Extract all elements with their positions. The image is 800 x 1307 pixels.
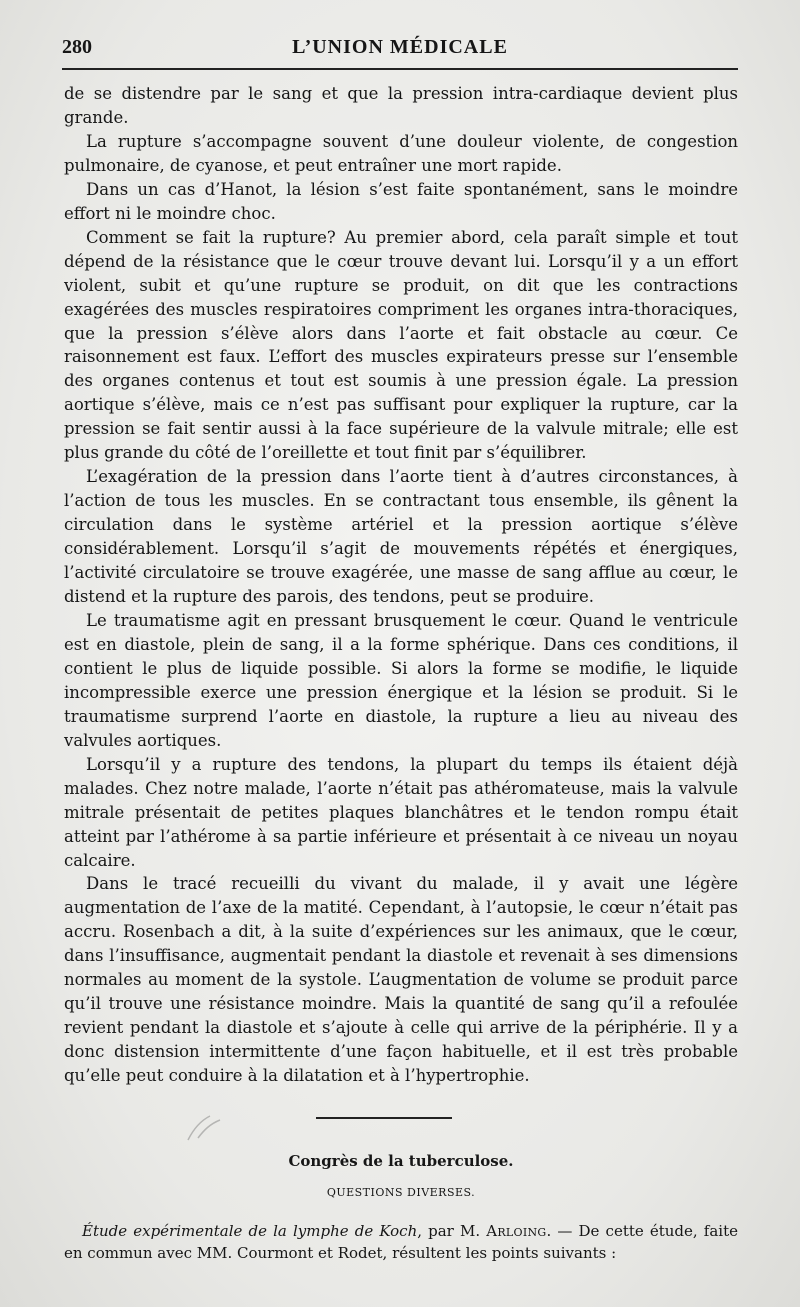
running-title: L’UNION MÉDICALE	[292, 36, 508, 58]
paragraph: Comment se fait la rupture? Au premier abord, cela paraît simple et tout dépend de la résistance que le cœur trouve devant lui. Lorsqu’il y a un effort violent, subit et qu’une rupture se produit, on dit que les contractions exagérées des muscles respiratoires compriment les organes intra-thoraciques, que la pression s’élève alors dans l’aorte et fait obstacle au cœur. Ce raisonnement est faux. L’effort des muscles expirateurs presse sur l’ensemble des organes contenus et tout est soumis à une pression égale. La pression aortique s’élève, mais ce n’est pas suffisant pour expliquer la rupture, car la pression se fait sentir aussi à la face supérieure de la valvule mitrale; elle est plus grande du côté de l’oreillette et tout finit par s’équilibrer.	[64, 227, 738, 463]
paragraph: La rupture s’accompagne souvent d’une douleur violente, de congestion pulmonaire, de cyanose, et peut entraîner une mort rapide.	[64, 131, 738, 175]
paragraph: Dans un cas d’Hanot, la lésion s’est faite spontanément, sans le moindre effort ni le moindre choc.	[64, 179, 738, 223]
page-header	[62, 36, 738, 64]
page-number: 280	[62, 36, 92, 58]
paragraph: Lorsqu’il y a rupture des tendons, la plupart du temps ils étaient déjà malades. Chez notre malade, l’aorte n’était pas athéromateuse, mais la valvule mitrale présentait de petites plaques blanchâtres et le tendon rompu était atteint par l’athérome à sa partie inférieure et présentait à ce niveau un noyau calcaire.	[64, 754, 738, 870]
header-rule	[62, 68, 738, 70]
study-by: , par M.	[417, 1222, 487, 1240]
study-note	[64, 1220, 738, 1264]
study-title: Étude expérimentale de la lymphe de Koch	[82, 1222, 418, 1240]
paragraph: de se distendre par le sang et que la pression intra-cardiaque devient plus grande.	[64, 84, 738, 127]
library-stamp-mark	[180, 1110, 240, 1146]
paragraph: Le traumatisme agit en pressant brusquement le cœur. Quand le ventricule est en diastole, plein de sang, il a la forme sphérique. Dans ces conditions, il contient le plus de liquide possible. Si alors la forme se modifie, le liquide incompressible exerce une pression énergique et la lésion se produit. Si le traumatisme surprend l’aorte en diastole, la rupture a lieu au niveau des valvules aortiques.	[64, 610, 738, 750]
section-subtitle: QUESTIONS DIVERSES.	[326, 1186, 476, 1199]
article-body	[64, 82, 738, 1088]
section-separator-rule	[316, 1117, 452, 1119]
study-text: . — De cette étude, faite en commun avec MM. Courmont et Rodet, résultent les points suivants :	[64, 1222, 738, 1262]
paragraph: Dans le tracé recueilli du vivant du malade, il y avait une légère augmentation de l’axe de la matité. Cependant, à l’autopsie, le cœur n’était pas accru. Rosenbach a dit, à la suite d’expériences sur les animaux, que le cœur, dans l’insuffisance, augmentait pendant la diastole et revenait à ses dimensions normales au moment de la systole. L’augmentation de volume se produit parce qu’il trouve une résistance moindre. Mais la quantité de sang qu’il a refoulée revient pendant la diastole et s’ajoute à celle qui arrive de la périphérie. Il y a donc distension intermittente d’une façon habituelle, et il est très probable qu’elle peut conduire à la dilatation et à l’hypertrophie.	[64, 874, 738, 1086]
section-title: Congrès de la tuberculose.	[288, 1152, 514, 1170]
study-author: Arloing	[486, 1222, 547, 1240]
paragraph: L’exagération de la pression dans l’aorte tient à d’autres circonstances, à l’action de tous les muscles. En se contractant tous ensemble, ils gênent la circulation dans le système artériel et la pression aortique s’élève considérablement. Lorsqu’il s’agit de mouvements répétés et énergiques, l’activité circulatoire se trouve exagérée, une masse de sang afflue au cœur, le distend et la rupture des parois, des tendons, peut se produire.	[64, 467, 738, 607]
